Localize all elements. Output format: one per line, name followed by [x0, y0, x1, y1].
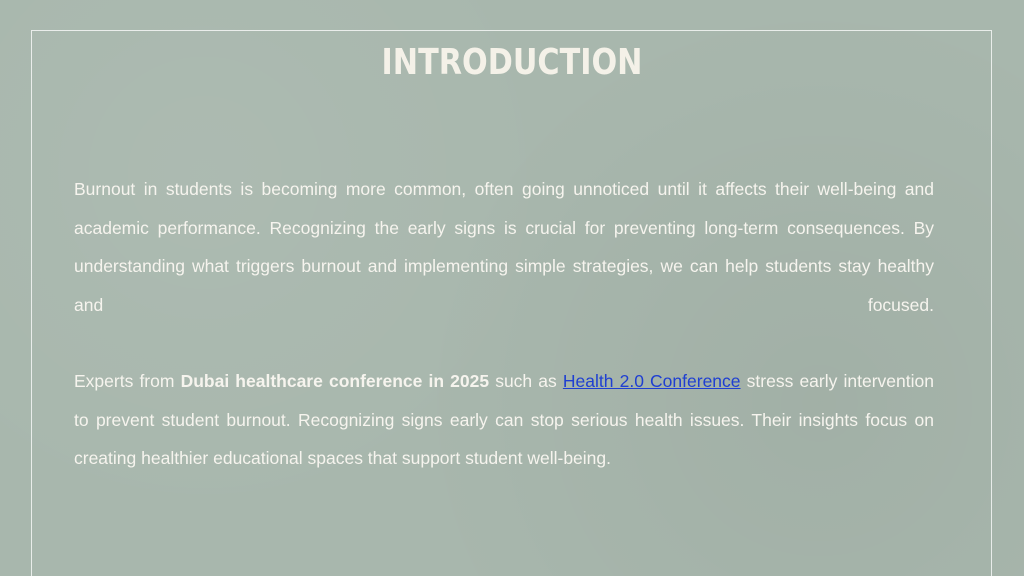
- experts-paragraph-rest: stress early intervention to prevent student burnout. Recognizing signs early can stop serious health issues. Their insights focus on creating healthier educational spaces that support student well-being.: [74, 371, 934, 468]
- slide-title: INTRODUCTION: [381, 42, 643, 83]
- conference-name-bold: Dubai healthcare conference in 2025: [180, 371, 490, 391]
- experts-paragraph-middle: such as: [489, 371, 563, 391]
- health-conference-link[interactable]: Health 2.0 Conference: [562, 371, 741, 391]
- intro-paragraph: Burnout in students is becoming more common, often going unnoticed until it affects their well-being and academic performance. Recognizing the early signs is crucial for preventing long-term consequences. By understanding what triggers burnout and implementing simple strategies, we can help students stay healthy and focused.: [74, 179, 934, 315]
- experts-paragraph-intro: Experts from: [74, 371, 181, 391]
- experts-paragraph: [74, 362, 934, 478]
